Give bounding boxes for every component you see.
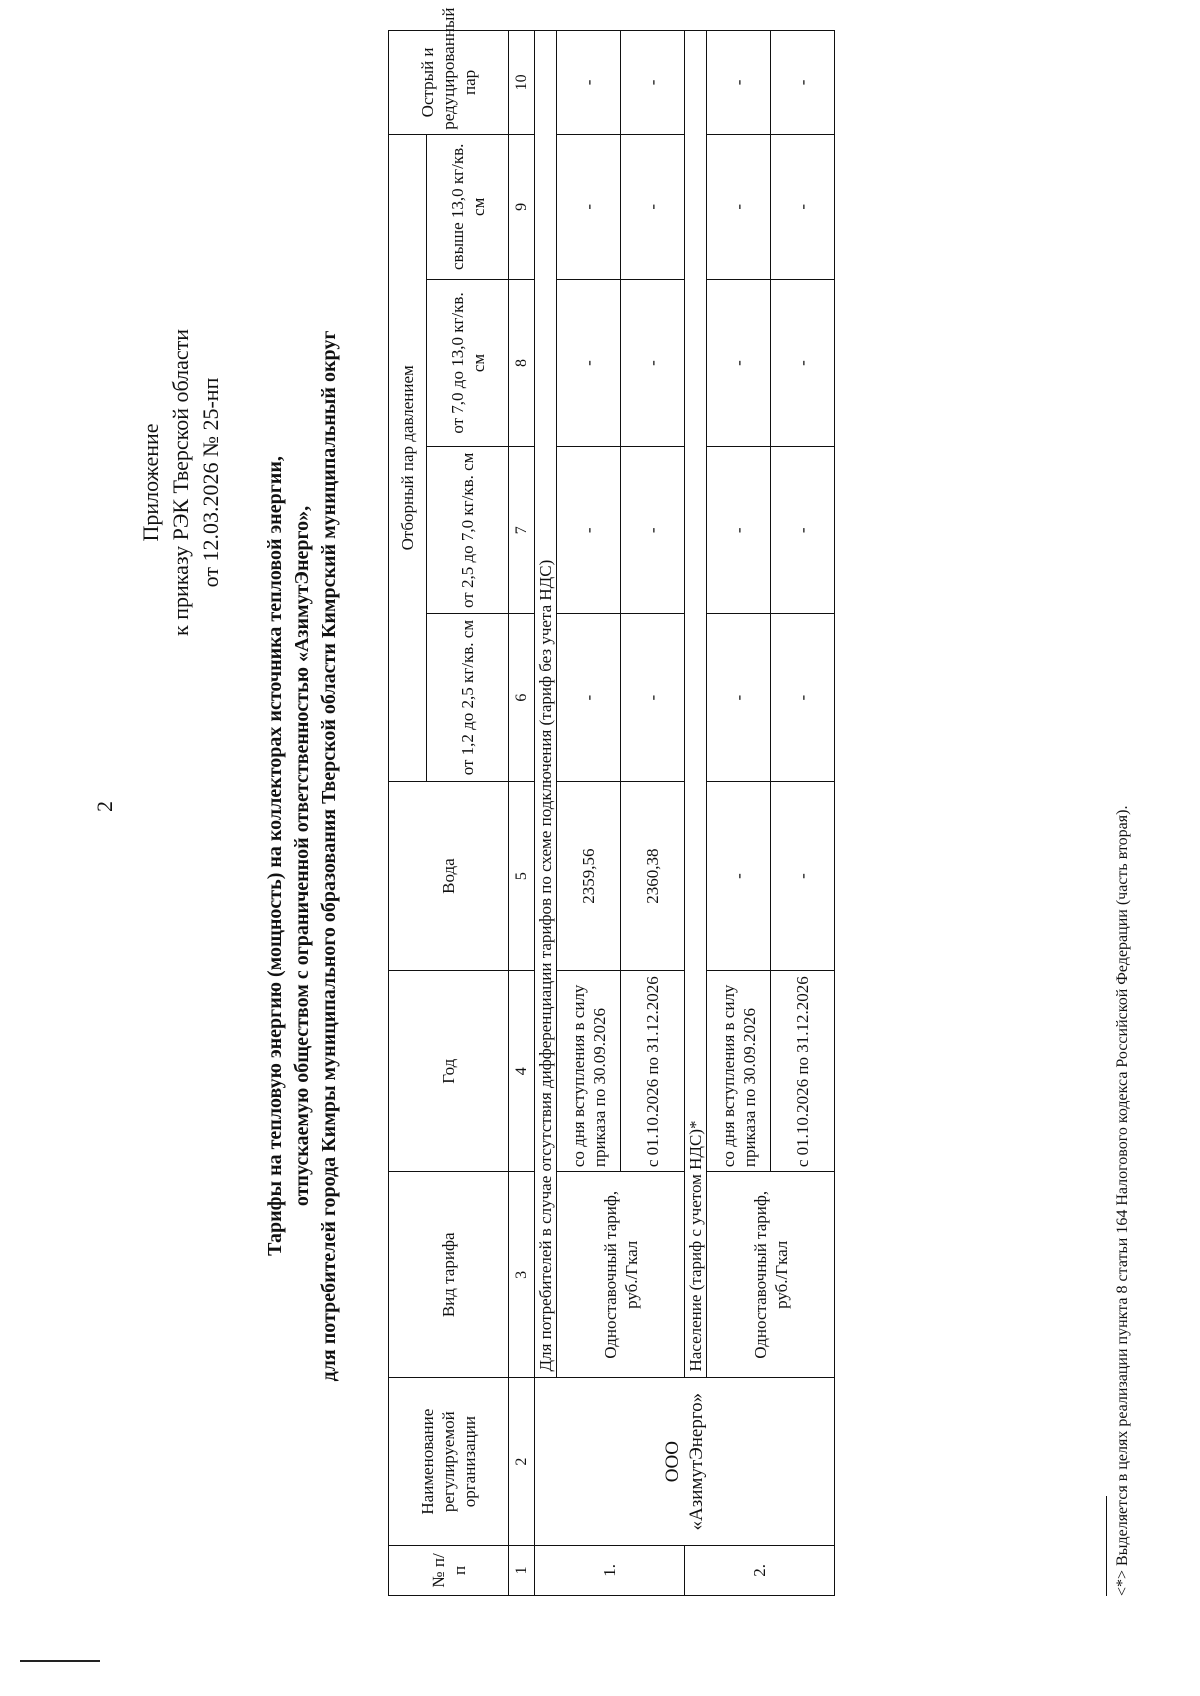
title-line-3: для потребителей города Кимры муниципального образования Тверской области Кимрский муниципальный округ: [318, 330, 340, 1382]
table-row: [707, 31, 771, 1596]
steam-1-value: -: [557, 614, 621, 781]
period: с 01.10.2026 по 31.12.2026: [621, 971, 685, 1172]
period: с 01.10.2026 по 31.12.2026: [771, 971, 835, 1172]
steam-4-value: -: [557, 134, 621, 279]
water-value: -: [707, 781, 771, 971]
header-tariff-type: Вид тарифа: [389, 1172, 509, 1378]
steam-1-value: -: [621, 614, 685, 781]
sharp-steam-value: -: [557, 31, 621, 135]
column-number: 1: [509, 1545, 535, 1595]
steam-4-value: -: [771, 134, 835, 279]
steam-1-value: -: [707, 614, 771, 781]
column-number: 9: [509, 134, 535, 279]
document-title: [262, 166, 343, 1546]
column-number: 7: [509, 447, 535, 614]
header-org: Наименование регулируемой организации: [389, 1378, 509, 1545]
tariff-type: Одноставочный тариф, руб./Гкал: [707, 1172, 835, 1378]
title-line-2: отпускаемую обществом с ограниченной ответственностью «АзимутЭнерго»,: [291, 505, 313, 1207]
column-number: 2: [509, 1378, 535, 1545]
appendix-header: [136, 329, 226, 636]
steam-2-value: -: [707, 447, 771, 614]
sharp-steam-value: -: [621, 31, 685, 135]
steam-2-value: -: [621, 447, 685, 614]
header-steam-3: от 7,0 до 13,0 кг/кв. см: [427, 279, 509, 446]
column-number: 5: [509, 781, 535, 971]
header-year: Год: [389, 971, 509, 1172]
header-row-1: [389, 31, 427, 1596]
steam-1-value: -: [771, 614, 835, 781]
table-row: [557, 31, 621, 1596]
header-water: Вода: [389, 781, 509, 971]
section-row: [535, 31, 557, 1596]
steam-4-value: -: [621, 134, 685, 279]
column-number: 6: [509, 614, 535, 781]
footnote-rule: [1106, 1496, 1107, 1596]
steam-2-value: -: [557, 447, 621, 614]
column-number: 3: [509, 1172, 535, 1378]
steam-2-value: -: [771, 447, 835, 614]
header-steam-4: свыше 13,0 кг/кв. см: [427, 134, 509, 279]
appendix-line-3: от 12.03.2026 № 25-нп: [198, 377, 223, 588]
water-value: 2359,56: [557, 781, 621, 971]
column-number-row: [509, 31, 535, 1596]
header-num: № п/ п: [389, 1545, 509, 1595]
water-value: -: [771, 781, 835, 971]
column-number: 4: [509, 971, 535, 1172]
organization-name: ООО «АзимутЭнерго»: [535, 1378, 835, 1545]
title-line-1: Тарифы на тепловую энергию (мощность) на коллекторах источника тепловой энергии,: [264, 456, 286, 1256]
section-header-2: Население (тариф с учетом НДС)*: [685, 31, 707, 1379]
scan-mark-line: [20, 1660, 100, 1662]
sharp-steam-value: -: [707, 31, 771, 135]
header-steam-group: Отборный пар давлением: [389, 134, 427, 781]
period: со дня вступления в силу приказа по 30.09.2026: [557, 971, 621, 1172]
water-value: 2360,38: [621, 781, 685, 971]
header-sharp-steam: Острый и редуцированный пар: [389, 31, 509, 135]
header-steam-2: от 2,5 до 7,0 кг/кв. см: [427, 447, 509, 614]
section-header-1: Для потребителей в случае отсутствия дифференциации тарифов по схеме подключения (тариф без учета НДС): [535, 31, 557, 1379]
tariff-type: Одноставочный тариф, руб./Гкал: [557, 1172, 685, 1378]
column-number: 8: [509, 279, 535, 446]
section-row: [685, 31, 707, 1596]
steam-3-value: -: [707, 279, 771, 446]
footnote: <*> Выделяется в целях реализации пункта 8 статьи 164 Налогового кодекса Российской Федерации (часть вторая).: [1114, 805, 1131, 1596]
sharp-steam-value: -: [771, 31, 835, 135]
page-number: 2: [92, 801, 117, 812]
header-steam-1: от 1,2 до 2,5 кг/кв. см: [427, 614, 509, 781]
row-num: 2.: [685, 1545, 835, 1595]
period: со дня вступления в силу приказа по 30.09.2026: [707, 971, 771, 1172]
steam-3-value: -: [557, 279, 621, 446]
appendix-line-1: Приложение: [138, 423, 163, 542]
column-number: 10: [509, 31, 535, 135]
steam-3-value: -: [771, 279, 835, 446]
appendix-line-2: к приказу РЭК Тверской области: [168, 328, 193, 636]
tariff-table: [388, 7, 835, 1596]
row-num: 1.: [535, 1545, 685, 1595]
steam-3-value: -: [621, 279, 685, 446]
steam-4-value: -: [707, 134, 771, 279]
